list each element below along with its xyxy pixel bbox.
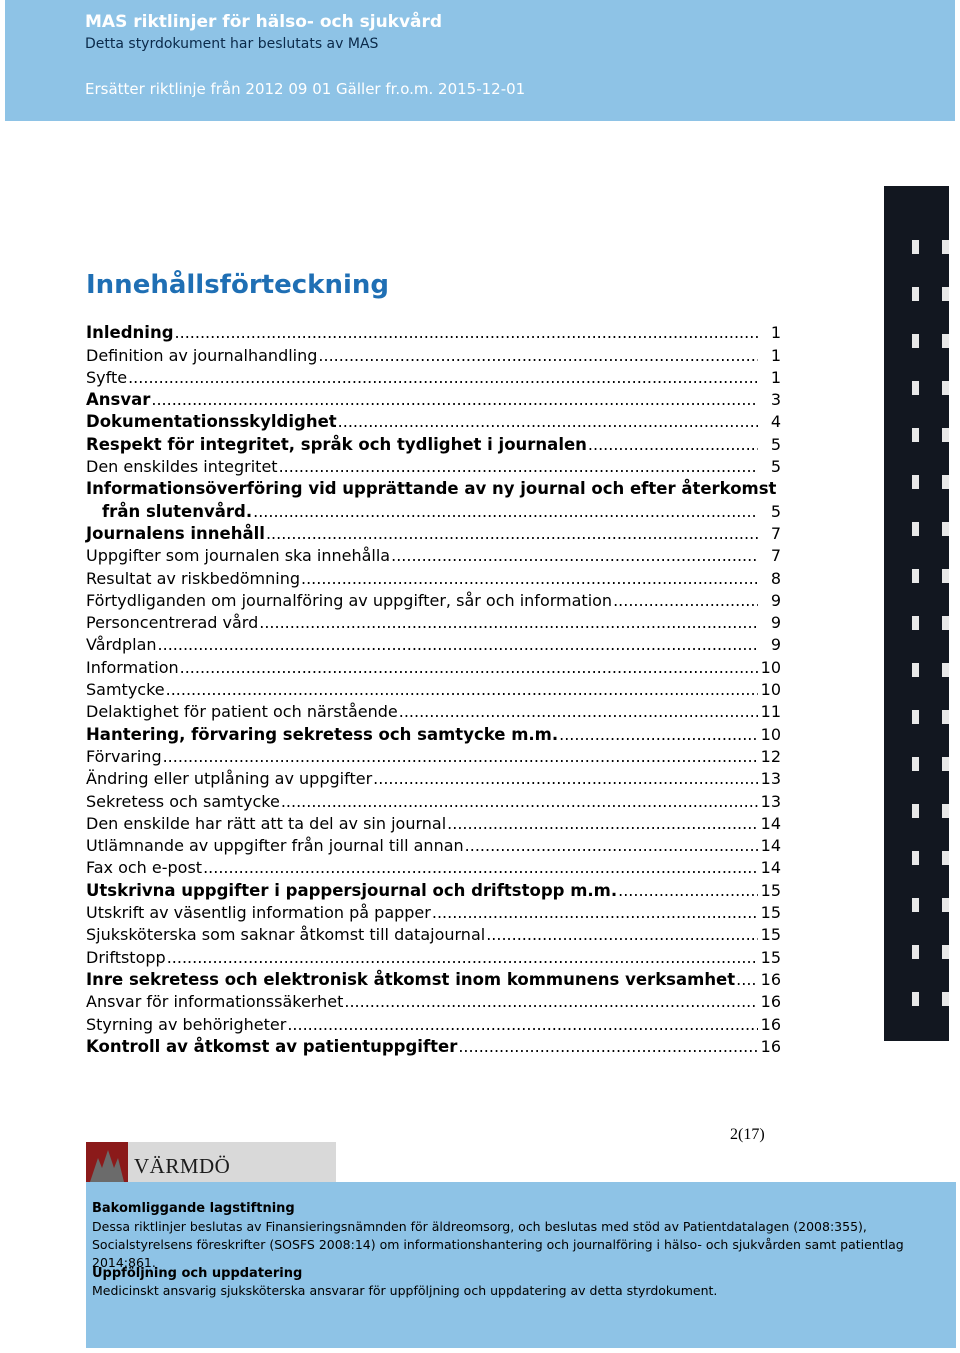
toc-leader-dots bbox=[618, 880, 758, 902]
toc-entry[interactable] bbox=[86, 478, 781, 500]
toc-entry[interactable] bbox=[86, 545, 781, 567]
toc-entry-page: 5 bbox=[770, 457, 781, 477]
toc-leader-dots bbox=[373, 768, 758, 790]
toc-entry-title: Informationsöverföring vid upprättande av ny journal och efter återkomst bbox=[86, 479, 777, 499]
toc-entry-title: Hantering, förvaring sekretess och samtycke m.m. bbox=[86, 724, 559, 744]
film-strip-notch bbox=[912, 710, 919, 724]
toc-entry-title: Förvaring bbox=[86, 746, 162, 766]
toc-entry-title: Journalens innehåll bbox=[86, 523, 265, 543]
toc-entry-page: 16 bbox=[760, 1036, 781, 1056]
toc-entry-title: Dokumentationsskyldighet bbox=[86, 412, 337, 432]
toc-entry-page: 11 bbox=[760, 702, 781, 722]
toc-entry[interactable] bbox=[86, 835, 781, 857]
toc-entry-page: 1 bbox=[770, 345, 781, 365]
toc-entry-title: Respekt för integritet, språk och tydlighet i journalen bbox=[86, 434, 587, 454]
toc-entry-page: 14 bbox=[760, 813, 781, 833]
toc-entry-page: 15 bbox=[760, 947, 781, 967]
toc-entry-title: Samtycke bbox=[86, 680, 165, 700]
toc-entry-page: 12 bbox=[760, 746, 781, 766]
footer-legislation-title: Bakomliggande lagstiftning bbox=[92, 1201, 295, 1216]
logo-text: VÄRMDÖ bbox=[134, 1154, 231, 1178]
toc-entry[interactable] bbox=[86, 813, 781, 835]
toc-entry-page: 5 bbox=[770, 501, 781, 521]
toc-entry[interactable] bbox=[86, 433, 781, 455]
toc-entry-title: Utskrift av väsentlig information på papper bbox=[86, 903, 431, 923]
toc-entry-page: 7 bbox=[770, 546, 781, 566]
toc-entry[interactable] bbox=[86, 344, 781, 366]
toc-leader-dots bbox=[465, 835, 758, 857]
film-strip-notch bbox=[912, 898, 919, 912]
film-strip-notch bbox=[912, 804, 919, 818]
film-strip-notch bbox=[912, 287, 919, 301]
film-strip-notch bbox=[942, 381, 949, 395]
film-strip-notch bbox=[942, 569, 949, 583]
toc-entry[interactable] bbox=[86, 322, 781, 344]
toc-entry[interactable] bbox=[86, 879, 781, 901]
toc-leader-dots bbox=[151, 389, 758, 411]
film-strip-notch bbox=[912, 569, 919, 583]
toc-entry-title: Driftstopp bbox=[86, 947, 166, 967]
toc-entry[interactable] bbox=[86, 746, 781, 768]
toc-entry-page: 10 bbox=[760, 680, 781, 700]
toc-leader-dots bbox=[166, 679, 758, 701]
toc-entry[interactable] bbox=[86, 924, 781, 946]
toc-entry-page: 1 bbox=[770, 323, 781, 343]
toc-entry-title: Information bbox=[86, 657, 179, 677]
toc-entry-title: Syfte bbox=[86, 367, 128, 387]
toc-leader-dots bbox=[158, 634, 758, 656]
toc-entry[interactable] bbox=[86, 1036, 781, 1058]
toc-entry-title: Inre sekretess och elektronisk åtkomst inom kommunens verksamhet bbox=[86, 969, 736, 989]
film-strip-notch bbox=[942, 428, 949, 442]
toc-entry[interactable] bbox=[86, 701, 781, 723]
toc-entry-title: Inledning bbox=[86, 323, 174, 343]
toc-entry-title: Fax och e-post bbox=[86, 858, 203, 878]
film-strip-notch bbox=[942, 851, 949, 865]
toc-entry-title: Förtydliganden om journalföring av uppgifter, sår och information bbox=[86, 590, 613, 610]
toc-entry[interactable] bbox=[86, 612, 781, 634]
toc-leader-dots bbox=[338, 411, 758, 433]
toc-leader-dots bbox=[399, 701, 758, 723]
film-strip-notch bbox=[942, 710, 949, 724]
film-strip-notch bbox=[942, 616, 949, 630]
toc-entry-title: Sekretess och samtycke bbox=[86, 791, 280, 811]
toc-entry-page: 7 bbox=[770, 523, 781, 543]
document-header bbox=[5, 0, 955, 121]
film-strip-notch bbox=[912, 428, 919, 442]
toc-entry[interactable] bbox=[86, 969, 781, 991]
toc-entry-page: 10 bbox=[760, 657, 781, 677]
page-number: 2(17) bbox=[730, 1126, 765, 1143]
toc-entry-title: Ansvar för informationssäkerhet bbox=[86, 992, 344, 1012]
toc-entry[interactable] bbox=[86, 1013, 781, 1035]
film-strip-notch bbox=[942, 945, 949, 959]
toc-entry[interactable] bbox=[86, 590, 781, 612]
toc-leader-dots bbox=[163, 746, 758, 768]
toc-entry-page: 16 bbox=[760, 1014, 781, 1034]
toc-leader-dots bbox=[180, 657, 758, 679]
document-footer bbox=[86, 1182, 956, 1348]
toc-leader-dots bbox=[613, 590, 758, 612]
toc-entry[interactable] bbox=[86, 367, 781, 389]
toc-entry-page: 1 bbox=[770, 367, 781, 387]
toc-leader-dots bbox=[559, 724, 758, 746]
toc-entry-title: Ansvar bbox=[86, 390, 151, 410]
header-validity: Ersätter riktlinje från 2012 09 01 Gäller fr.o.m. 2015-12-01 bbox=[85, 80, 526, 98]
header-subtitle: Detta styrdokument har beslutats av MAS bbox=[85, 36, 379, 52]
toc-entry[interactable] bbox=[86, 634, 781, 656]
film-strip-notch bbox=[912, 757, 919, 771]
toc-entry-page: 5 bbox=[770, 434, 781, 454]
footer-followup-title: Uppföljning och uppdatering bbox=[92, 1266, 303, 1281]
toc-leader-dots bbox=[588, 434, 758, 456]
toc-leader-dots bbox=[301, 568, 758, 590]
film-strip-notch bbox=[912, 522, 919, 536]
toc-entry[interactable] bbox=[86, 523, 781, 545]
toc-entry-title: Definition av journalhandling bbox=[86, 345, 318, 365]
toc-leader-dots bbox=[279, 456, 758, 478]
toc-leader-dots bbox=[287, 1014, 758, 1036]
film-strip-notch bbox=[942, 475, 949, 489]
film-strip-notch bbox=[912, 851, 919, 865]
toc-entry-page: 14 bbox=[760, 858, 781, 878]
film-strip-notch bbox=[912, 240, 919, 254]
toc-entry-title: Delaktighet för patient och närstående bbox=[86, 702, 398, 722]
toc-entry-title: Kontroll av åtkomst av patientuppgifter bbox=[86, 1036, 458, 1056]
toc-leader-dots bbox=[736, 969, 758, 991]
toc-entry[interactable] bbox=[86, 456, 781, 478]
toc-entry[interactable] bbox=[86, 946, 781, 968]
film-strip-notch bbox=[942, 522, 949, 536]
film-strip-notch bbox=[912, 381, 919, 395]
toc-entry[interactable] bbox=[86, 656, 781, 678]
film-strip-notch bbox=[942, 898, 949, 912]
film-strip-notch bbox=[942, 804, 949, 818]
toc-entry-title: Uppgifter som journalen ska innehålla bbox=[86, 546, 391, 566]
toc-leader-dots bbox=[344, 991, 758, 1013]
toc-entry-title: Styrning av behörigheter bbox=[86, 1014, 287, 1034]
footer-followup-text: Medicinskt ansvarig sjuksköterska ansvarar för uppföljning och uppdatering av detta styrdokument. bbox=[92, 1283, 718, 1298]
film-strip-notch bbox=[912, 945, 919, 959]
toc-entry-title: Utskrivna uppgifter i pappersjournal och driftstopp m.m. bbox=[86, 880, 618, 900]
toc-entry-title: Ändring eller utplåning av uppgifter bbox=[86, 769, 373, 789]
toc-entry-page: 15 bbox=[760, 880, 781, 900]
toc-entry[interactable] bbox=[86, 991, 781, 1013]
film-strip-notch bbox=[942, 334, 949, 348]
film-strip-notch bbox=[942, 287, 949, 301]
toc-leader-dots bbox=[128, 367, 758, 389]
toc-entry[interactable] bbox=[86, 679, 781, 701]
toc-entry-page: 13 bbox=[760, 791, 781, 811]
toc-entry-title: Sjuksköterska som saknar åtkomst till datajournal bbox=[86, 925, 486, 945]
toc-entry-page: 14 bbox=[760, 836, 781, 856]
toc-leader-dots bbox=[203, 857, 758, 879]
film-strip-notch bbox=[912, 663, 919, 677]
toc-entry-title: Den enskilde har rätt att ta del av sin journal bbox=[86, 813, 447, 833]
film-strip-notch bbox=[912, 616, 919, 630]
table-of-contents bbox=[86, 322, 781, 1058]
toc-entry[interactable] bbox=[86, 902, 781, 924]
toc-entry[interactable] bbox=[86, 723, 781, 745]
footer-legislation-text: Dessa riktlinjer beslutas av Finansieringsnämnden för äldreomsorg, och beslutas med stöd av Patientdatalagen (2008:355), Socialstyrelsens föreskrifter (SOSFS 2008:14) om informationshantering och journalföring i hälso- och sjukvården samt patientlag 2014:861. bbox=[92, 1219, 904, 1270]
toc-entry[interactable] bbox=[86, 790, 781, 812]
toc-entry-page: 15 bbox=[760, 925, 781, 945]
toc-entry-title: Den enskildes integritet bbox=[86, 457, 278, 477]
toc-entry-title: Utlämnande av uppgifter från journal till annan bbox=[86, 836, 464, 856]
toc-entry[interactable] bbox=[86, 411, 781, 433]
toc-entry[interactable] bbox=[86, 857, 781, 879]
toc-leader-dots bbox=[391, 545, 758, 567]
decorative-film-strip bbox=[884, 186, 949, 1041]
toc-leader-dots bbox=[253, 501, 758, 523]
film-strip-notch bbox=[942, 992, 949, 1006]
film-strip-notch bbox=[912, 334, 919, 348]
toc-leader-dots bbox=[259, 612, 758, 634]
toc-entry-title: Resultat av riskbedömning bbox=[86, 568, 300, 588]
toc-title: Innehållsförteckning bbox=[86, 270, 389, 300]
toc-entry[interactable] bbox=[86, 500, 781, 522]
toc-leader-dots bbox=[266, 523, 758, 545]
toc-entry-page: 16 bbox=[760, 992, 781, 1012]
toc-entry-page: 16 bbox=[760, 969, 781, 989]
toc-leader-dots bbox=[458, 1036, 758, 1058]
toc-entry[interactable] bbox=[86, 567, 781, 589]
toc-entry-page: 13 bbox=[760, 769, 781, 789]
toc-leader-dots bbox=[447, 813, 758, 835]
film-strip-notch bbox=[912, 992, 919, 1006]
toc-entry-page: 9 bbox=[770, 590, 781, 610]
header-title: MAS riktlinjer för hälso- och sjukvård bbox=[85, 12, 443, 32]
film-strip-notch bbox=[942, 663, 949, 677]
toc-entry-page: 8 bbox=[770, 568, 781, 588]
film-strip-notch bbox=[942, 240, 949, 254]
toc-entry[interactable] bbox=[86, 389, 781, 411]
toc-entry-page: 3 bbox=[770, 390, 781, 410]
toc-leader-dots bbox=[486, 924, 758, 946]
film-strip-notch bbox=[942, 757, 949, 771]
toc-entry-page: 4 bbox=[770, 412, 781, 432]
toc-entry-title: från slutenvård. bbox=[102, 501, 253, 521]
toc-entry-page: 15 bbox=[760, 903, 781, 923]
toc-leader-dots bbox=[167, 947, 758, 969]
toc-entry-page: 9 bbox=[770, 635, 781, 655]
toc-leader-dots bbox=[318, 345, 758, 367]
toc-leader-dots bbox=[432, 902, 758, 924]
film-strip-notch bbox=[912, 475, 919, 489]
toc-entry-page: 10 bbox=[760, 724, 781, 744]
toc-leader-dots bbox=[175, 322, 758, 344]
toc-entry-title: Vårdplan bbox=[86, 635, 157, 655]
toc-entry-page: 9 bbox=[770, 613, 781, 633]
toc-entry-title: Personcentrerad vård bbox=[86, 613, 259, 633]
toc-entry[interactable] bbox=[86, 768, 781, 790]
toc-leader-dots bbox=[281, 791, 758, 813]
